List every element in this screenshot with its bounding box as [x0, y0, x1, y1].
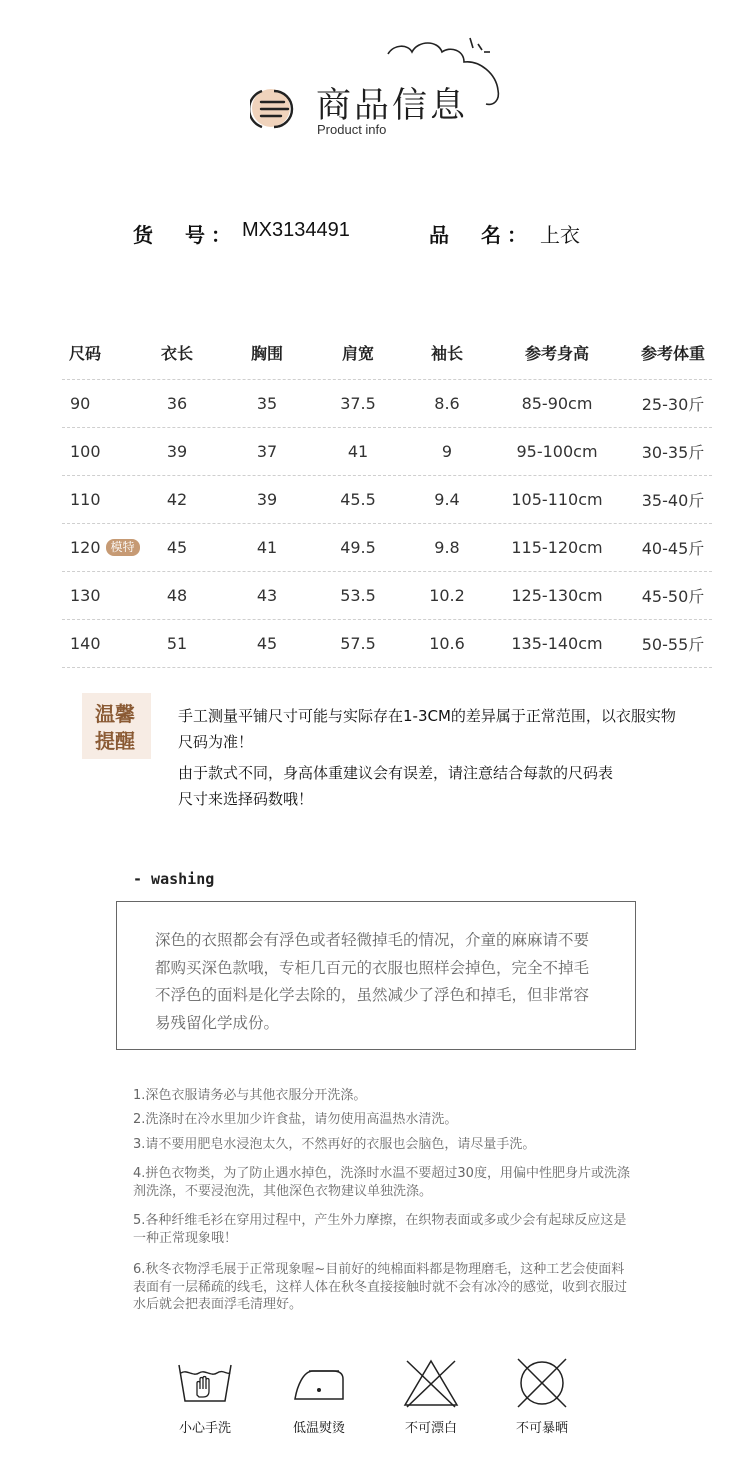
- table-row: [62, 572, 712, 620]
- table-cell: 36: [166, 394, 188, 413]
- table-cell: 30-35斤: [641, 443, 705, 462]
- column-header: 袖长: [430, 344, 463, 363]
- table-cell: 90: [70, 394, 91, 413]
- table-cell: 9.8: [434, 538, 460, 557]
- tip-text-1: 手工测量平铺尺寸可能与实际存在1-3CM的差异属于正常范围，以衣服实物尺码为准！: [178, 707, 676, 751]
- table-cell: 42: [166, 490, 188, 509]
- column-header: 参考身高: [524, 344, 589, 363]
- table-cell: 48: [166, 586, 188, 605]
- tip-text-2: 由于款式不同，身高体重建议会有误差，请注意结合每款的尺码表尺寸来选择码数哦！: [178, 764, 614, 808]
- washing-note: 2.洗涤时在冷水里加少许食盐，请勿使用高温热水清洗。: [133, 1112, 458, 1127]
- table-cell: 115-120cm: [511, 538, 603, 557]
- table-cell: 110: [70, 490, 101, 509]
- table-cell: 45.5: [340, 490, 376, 509]
- table-cell: 40-45斤: [641, 539, 705, 558]
- table-cell: 37.5: [340, 394, 376, 413]
- header-logo-icon: [250, 86, 300, 132]
- table-cell: 10.2: [429, 586, 465, 605]
- size-table: [62, 326, 712, 668]
- table-row: [62, 380, 712, 428]
- table-cell: 100: [70, 442, 101, 461]
- table-cell: 50-55斤: [641, 635, 705, 654]
- table-cell: 49.5: [340, 538, 376, 557]
- table-cell: 9.4: [434, 490, 460, 509]
- care-low-iron: [274, 1357, 364, 1436]
- no-sun-dry-icon: [512, 1357, 572, 1409]
- table-cell: 43: [256, 586, 278, 605]
- table-cell: 105-110cm: [511, 490, 603, 509]
- size-value: 120: [70, 538, 101, 557]
- washing-note: 6.秋冬衣物浮毛展于正常现象喔~目前好的纯棉面料都是物理磨毛，这种工艺会使面料表面有一层稀疏的线毛，这样人体在秋冬直接接触时就不会有冰冷的感觉，收到衣服过水后就会把表面浮毛清理好。: [133, 1262, 628, 1312]
- tip-label-line2: 提醒: [95, 729, 135, 753]
- name-label: 品 名：: [429, 223, 533, 247]
- table-cell: 95-100cm: [516, 442, 598, 461]
- washing-note: 4.拼色衣物类，为了防止遇水掉色，洗涤时水温不要超过30度，用偏中性肥身片或洗涤剂洗涤，不要浸泡洗，其他深色衣物建议单独洗涤。: [133, 1166, 630, 1199]
- table-cell: 25-30斤: [641, 395, 705, 414]
- care-label: 不可暴晒: [515, 1421, 568, 1436]
- table-cell: 8.6: [434, 394, 460, 413]
- care-label: 不可漂白: [404, 1421, 457, 1436]
- column-header: 参考体重: [640, 344, 705, 363]
- table-cell: 135-140cm: [511, 634, 603, 653]
- table-cell: [62, 524, 152, 571]
- washing-note: 5.各种纤维毛衫在穿用过程中，产生外力摩擦，在织物表面或多或少会有起球反应这是一种正常现象哦！: [133, 1213, 627, 1246]
- sku-label: 货 号：: [133, 223, 237, 247]
- table-cell: 45-50斤: [641, 587, 705, 606]
- table-cell: 10.6: [429, 634, 465, 653]
- table-cell: 45: [166, 538, 188, 557]
- care-no-sun-dry: [497, 1357, 587, 1436]
- table-cell: 51: [166, 634, 188, 653]
- tip-label: [82, 693, 151, 759]
- page-title: 商品信息: [316, 86, 469, 126]
- table-header-row: [62, 326, 712, 380]
- washing-notice-box: [116, 901, 636, 1050]
- table-cell: 35: [256, 394, 278, 413]
- table-cell: 125-130cm: [511, 586, 603, 605]
- care-label: 低温熨烫: [292, 1421, 345, 1436]
- hand-wash-icon: [175, 1357, 235, 1409]
- page-subtitle: Product info: [317, 122, 387, 137]
- care-no-bleach: [386, 1357, 476, 1436]
- tip-label-line1: 温馨: [95, 702, 135, 726]
- table-cell: 130: [70, 586, 101, 605]
- table-cell: 39: [256, 490, 278, 509]
- table-row: [62, 476, 712, 524]
- table-cell: 37: [256, 442, 278, 461]
- column-header: 胸围: [250, 344, 283, 363]
- model-badge: 模特: [106, 539, 140, 556]
- column-header: 尺码: [69, 344, 102, 363]
- table-cell: 53.5: [340, 586, 376, 605]
- washing-note: 3.请不要用肥皂水浸泡太久，不然再好的衣服也会脑色，请尽量手洗。: [133, 1137, 536, 1152]
- table-cell: 39: [166, 442, 188, 461]
- washing-title: - washing: [133, 870, 215, 888]
- name-value: 上衣: [540, 223, 580, 247]
- table-cell: 57.5: [340, 634, 376, 653]
- care-hand-wash: [160, 1357, 250, 1436]
- table-cell: 45: [256, 634, 278, 653]
- washing-notice-text: 深色的衣照都会有浮色或者轻微掉毛的情况，介童的麻麻请不要都购买深色款哦，专柜几百元的衣服也照样会掉色，完全不掉毛不浮色的面料是化学去除的，虽然减少了浮色和掉毛，但非常容易残留化学成份。: [155, 931, 590, 1032]
- column-header: 肩宽: [341, 344, 374, 363]
- table-cell: 35-40斤: [641, 491, 705, 510]
- table-cell: 9: [441, 442, 453, 461]
- table-cell: 41: [256, 538, 278, 557]
- care-label: 小心手洗: [178, 1421, 231, 1436]
- table-row: [62, 524, 712, 572]
- column-header: 衣长: [160, 344, 193, 363]
- table-row: [62, 620, 712, 668]
- table-cell: 140: [70, 634, 101, 653]
- table-cell: 41: [347, 442, 369, 461]
- no-bleach-icon: [401, 1357, 461, 1409]
- washing-note: 1.深色衣服请务必与其他衣服分开洗涤。: [133, 1088, 367, 1103]
- table-cell: 85-90cm: [521, 394, 593, 413]
- table-row: [62, 428, 712, 476]
- sku-value: MX3134491: [242, 219, 350, 241]
- low-iron-icon: [289, 1357, 349, 1409]
